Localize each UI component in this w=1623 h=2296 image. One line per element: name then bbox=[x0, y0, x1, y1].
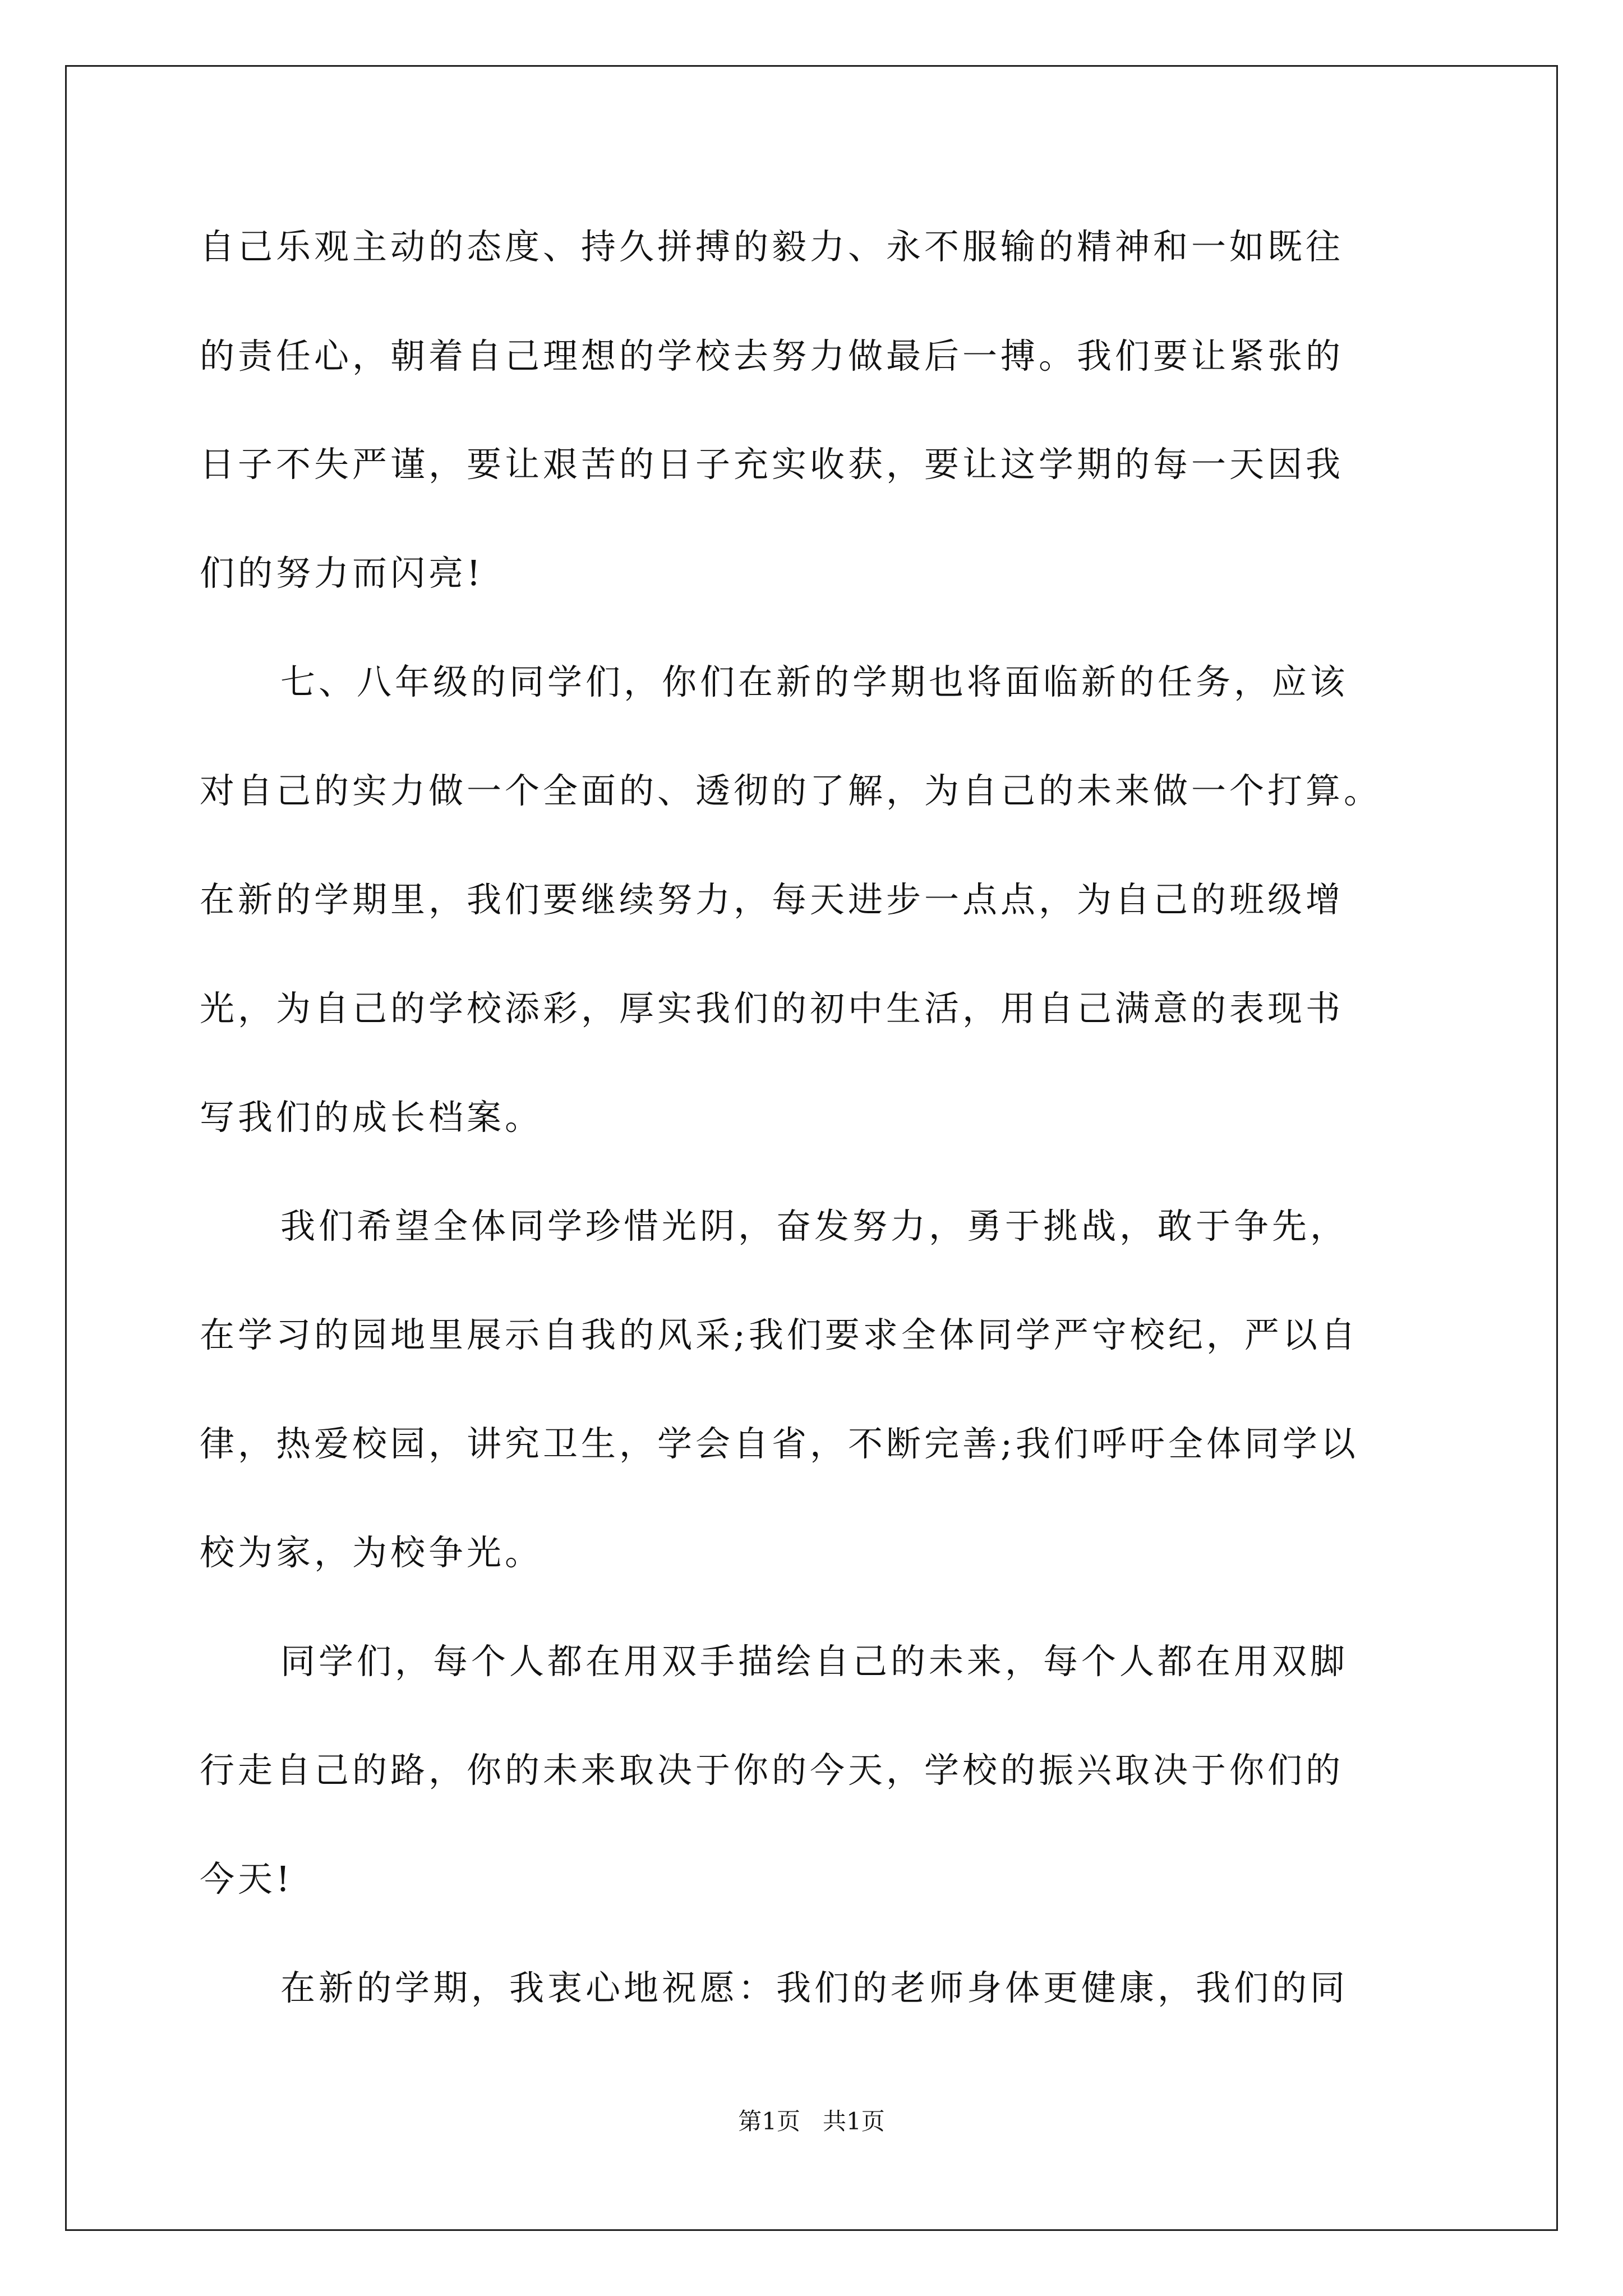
text-line: 在新的学期，我衷心地祝愿：我们的老师身体更健康，我们的同 bbox=[280, 1967, 1349, 2008]
text-line: 我们希望全体同学珍惜光阴，奋发努力，勇于挑战，敢于争先， bbox=[280, 1205, 1349, 1246]
text-line: 同学们，每个人都在用双手描绘自己的未来，每个人都在用双脚 bbox=[280, 1641, 1349, 1682]
text-line: 光，为自己的学校添彩，厚实我们的初中生活，用自己满意的表现书 bbox=[200, 988, 1344, 1029]
text-line: 对自己的实力做一个全面的、透彻的了解，为自己的未来做一个打算。 bbox=[200, 770, 1382, 811]
text-line: 七、八年级的同学们，你们在新的学期也将面临新的任务，应该 bbox=[280, 661, 1349, 702]
text-line: 日子不失严谨，要让艰苦的日子充实收获，要让这学期的每一天因我 bbox=[200, 444, 1344, 485]
text-line: 律，热爱校园，讲究卫生，学会自省，不断完善;我们呼吁全体同学以 bbox=[200, 1423, 1359, 1464]
text-line: 今天! bbox=[200, 1858, 293, 1899]
text-line: 校为家，为校争光。 bbox=[200, 1532, 543, 1573]
text-line: 们的努力而闪亮! bbox=[200, 553, 484, 593]
text-line: 写我们的成长档案。 bbox=[200, 1097, 543, 1138]
text-line: 在新的学期里，我们要继续努力，每天进步一点点，为自己的班级增 bbox=[200, 879, 1344, 920]
text-line: 在学习的园地里展示自我的风采;我们要求全体同学严守校纪，严以自 bbox=[200, 1314, 1359, 1355]
text-line: 行走自己的路，你的未来取决于你的今天，学校的振兴取决于你们的 bbox=[200, 1750, 1344, 1791]
page-footer: 第1页 共1页 bbox=[738, 2108, 885, 2135]
text-line: 自己乐观主动的态度、持久拼搏的毅力、永不服输的精神和一如既往 bbox=[200, 226, 1344, 267]
text-line: 的责任心，朝着自己理想的学校去努力做最后一搏。我们要让紧张的 bbox=[200, 335, 1344, 376]
